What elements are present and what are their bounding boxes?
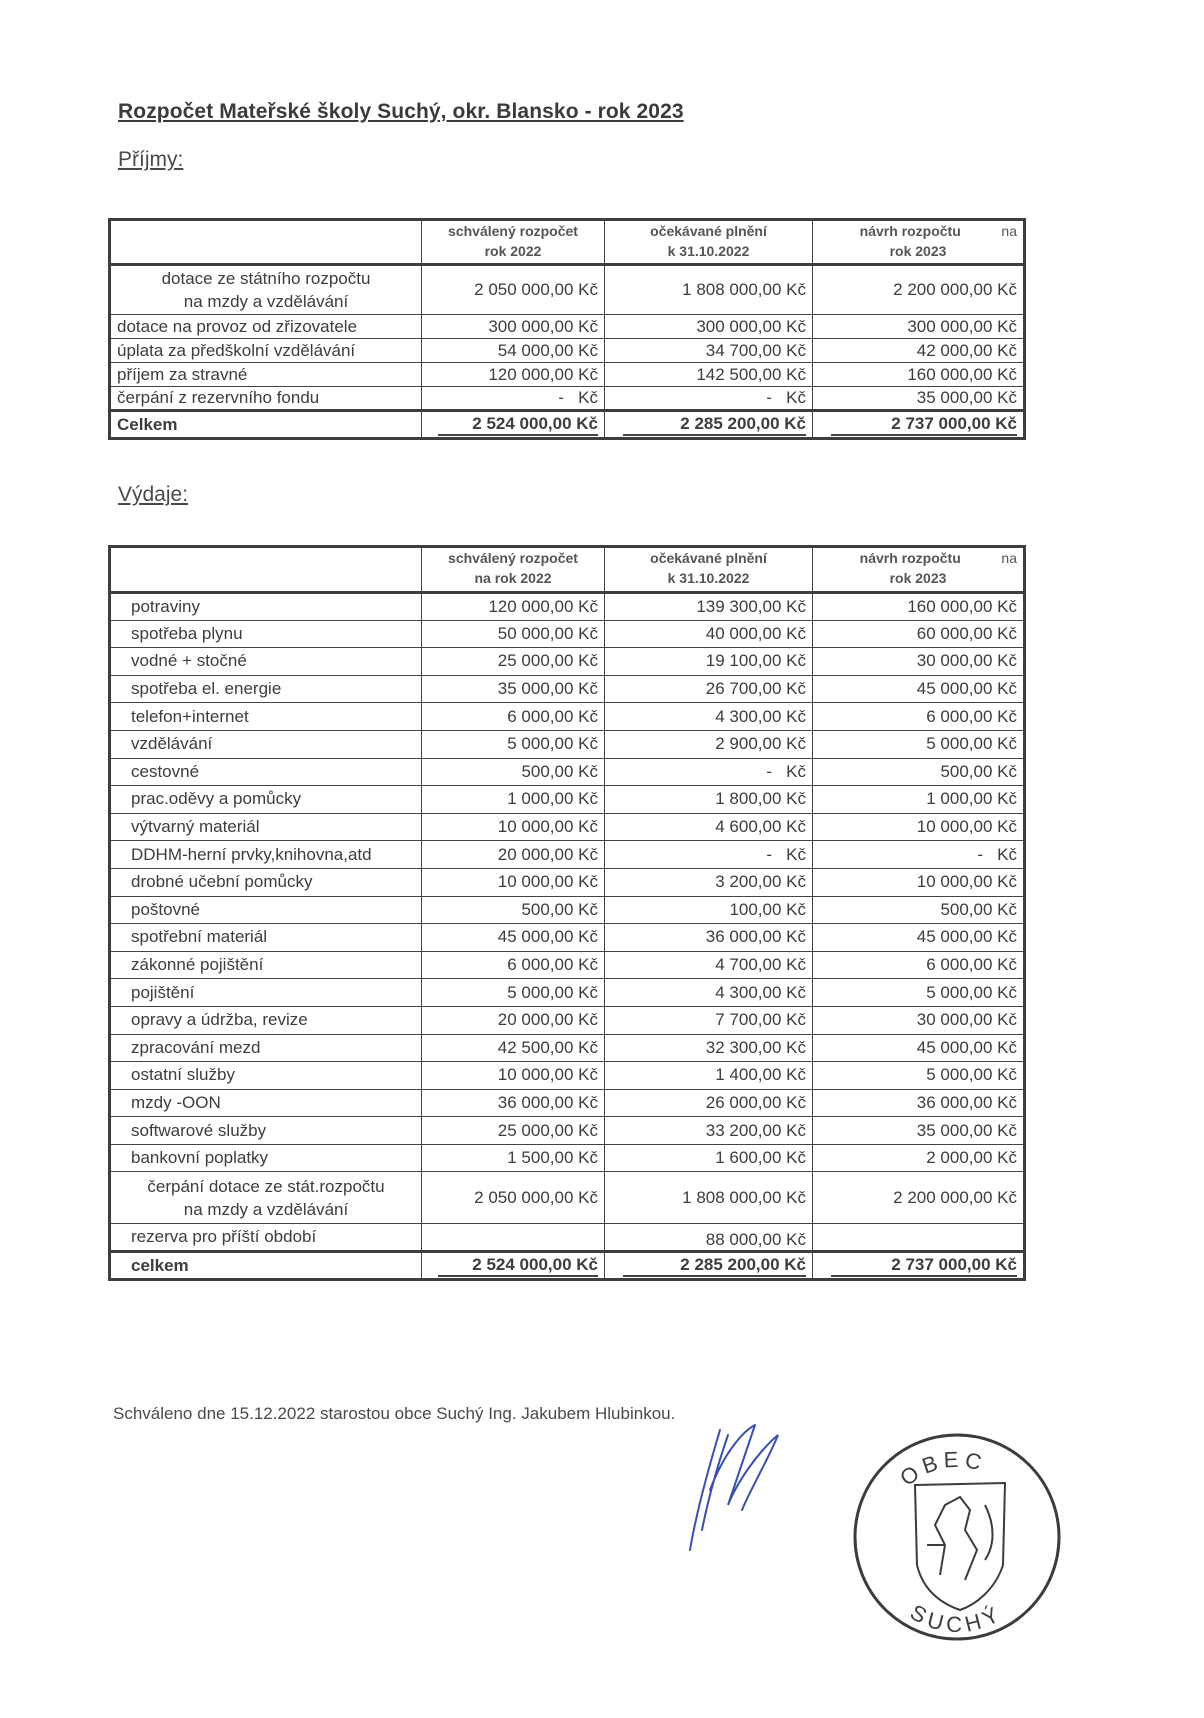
table-row	[110, 951, 1025, 979]
approved-2022-value: 54 000,00 Kč	[422, 339, 605, 363]
table-row	[110, 1117, 1025, 1145]
expected-2022-value: 1 400,00 Kč	[605, 1062, 813, 1090]
approved-2022-value: 10 000,00 Kč	[422, 1062, 605, 1090]
approved-2022-value: 45 000,00 Kč	[422, 924, 605, 952]
table-row	[110, 924, 1025, 952]
proposal-2023-value: 500,00 Kč	[813, 896, 1025, 924]
table-row	[110, 1224, 1025, 1252]
expense-table	[108, 545, 1026, 1281]
expected-2022-value: 4 600,00 Kč	[605, 813, 813, 841]
approval-note: Schváleno dne 15.12.2022 starostou obce Suchý Ing. Jakubem Hlubinkou.	[113, 1404, 676, 1423]
row-label: dotace ze státního rozpočtu na mzdy a vzdělávání	[110, 265, 422, 315]
table-row	[110, 758, 1025, 786]
table-row	[110, 648, 1025, 676]
approved-2022-value: 10 000,00 Kč	[422, 868, 605, 896]
table-row	[110, 786, 1025, 814]
expected-2022-value: 26 700,00 Kč	[605, 675, 813, 703]
table-row	[110, 1144, 1025, 1172]
table-row	[110, 896, 1025, 924]
row-label: spotřební materiál	[110, 924, 422, 952]
income-table	[108, 218, 1026, 440]
table-row	[110, 730, 1025, 758]
total-expected-2022: 2 285 200,00 Kč	[605, 411, 813, 439]
header-label-cell	[110, 220, 422, 265]
expected-2022-value: 4 300,00 Kč	[605, 979, 813, 1007]
proposal-2023-value: 45 000,00 Kč	[813, 924, 1025, 952]
proposal-2023-value: 300 000,00 Kč	[813, 315, 1025, 339]
row-label: opravy a údržba, revize	[110, 1006, 422, 1034]
total-proposal-2023: 2 737 000,00 Kč	[813, 1252, 1025, 1280]
approved-2022-value: - Kč	[422, 387, 605, 411]
proposal-2023-value: 35 000,00 Kč	[813, 387, 1025, 411]
row-label: softwarové služby	[110, 1117, 422, 1145]
expected-2022-value: 4 700,00 Kč	[605, 951, 813, 979]
header-expected-2022: očekávané plnění k 31.10.2022	[605, 547, 813, 593]
approved-2022-value	[422, 1224, 605, 1252]
income-header-row	[110, 220, 1025, 265]
expected-2022-value: 36 000,00 Kč	[605, 924, 813, 952]
expected-2022-value: - Kč	[605, 387, 813, 411]
row-label: úplata za předškolní vzdělávání	[110, 339, 422, 363]
header-label-cell	[110, 547, 422, 593]
approved-2022-value: 1 500,00 Kč	[422, 1144, 605, 1172]
expense-header-row	[110, 547, 1025, 593]
document-title: Rozpočet Mateřské školy Suchý, okr. Blansko - rok 2023	[118, 100, 684, 123]
header-expected-2022: očekávané plnění k 31.10.2022	[605, 220, 813, 265]
approved-2022-value: 1 000,00 Kč	[422, 786, 605, 814]
expected-2022-value: 34 700,00 Kč	[605, 339, 813, 363]
proposal-2023-value: 60 000,00 Kč	[813, 620, 1025, 648]
municipal-stamp	[845, 1425, 1075, 1655]
proposal-2023-value: 2 200 000,00 Kč	[813, 265, 1025, 315]
header-proposal-2023: návrh rozpočtu na rok 2023	[813, 547, 1025, 593]
approved-2022-value: 35 000,00 Kč	[422, 675, 605, 703]
header-approved-2022: schválený rozpočet na rok 2022	[422, 547, 605, 593]
row-label: čerpání dotace ze stát.rozpočtu na mzdy a vzdělávání	[110, 1172, 422, 1224]
expected-2022-value: 19 100,00 Kč	[605, 648, 813, 676]
total-label: celkem	[110, 1252, 422, 1280]
total-approved-2022: 2 524 000,00 Kč	[422, 411, 605, 439]
row-label: ostatní služby	[110, 1062, 422, 1090]
row-label: zpracování mezd	[110, 1034, 422, 1062]
expected-2022-value: 88 000,00 Kč	[605, 1224, 813, 1252]
approved-2022-value: 120 000,00 Kč	[422, 363, 605, 387]
row-label: pojištění	[110, 979, 422, 1007]
income-total-row	[110, 411, 1025, 439]
proposal-2023-value: 160 000,00 Kč	[813, 363, 1025, 387]
table-row	[110, 703, 1025, 731]
row-label: telefon+internet	[110, 703, 422, 731]
table-row	[110, 1172, 1025, 1224]
expected-2022-value: - Kč	[605, 841, 813, 869]
approved-2022-value: 2 050 000,00 Kč	[422, 265, 605, 315]
row-label: zákonné pojištění	[110, 951, 422, 979]
table-row	[110, 868, 1025, 896]
row-label: výtvarný materiál	[110, 813, 422, 841]
expected-2022-value: 1 600,00 Kč	[605, 1144, 813, 1172]
proposal-2023-value: 10 000,00 Kč	[813, 868, 1025, 896]
proposal-2023-value: 36 000,00 Kč	[813, 1089, 1025, 1117]
expected-2022-value: 139 300,00 Kč	[605, 593, 813, 621]
proposal-2023-value: 5 000,00 Kč	[813, 1062, 1025, 1090]
table-row	[110, 620, 1025, 648]
row-label: čerpání z rezervního fondu	[110, 387, 422, 411]
income-heading: Příjmy:	[118, 148, 184, 171]
proposal-2023-value: 10 000,00 Kč	[813, 813, 1025, 841]
proposal-2023-value: - Kč	[813, 841, 1025, 869]
approved-2022-value: 300 000,00 Kč	[422, 315, 605, 339]
table-row	[110, 387, 1025, 411]
row-label: drobné učební pomůcky	[110, 868, 422, 896]
row-label: dotace na provoz od zřizovatele	[110, 315, 422, 339]
approved-2022-value: 25 000,00 Kč	[422, 648, 605, 676]
row-label: bankovní poplatky	[110, 1144, 422, 1172]
expected-2022-value: 40 000,00 Kč	[605, 620, 813, 648]
proposal-2023-value: 160 000,00 Kč	[813, 593, 1025, 621]
header-proposal-2023: návrh rozpočtu na rok 2023	[813, 220, 1025, 265]
header-approved-2022: schválený rozpočet rok 2022	[422, 220, 605, 265]
proposal-2023-value: 1 000,00 Kč	[813, 786, 1025, 814]
row-label: DDHM-herní prvky,knihovna,atd	[110, 841, 422, 869]
expected-2022-value: 26 000,00 Kč	[605, 1089, 813, 1117]
table-row	[110, 979, 1025, 1007]
row-label: rezerva pro příští období	[110, 1224, 422, 1252]
row-label: spotřeba plynu	[110, 620, 422, 648]
row-label: vodné + stočné	[110, 648, 422, 676]
row-label: příjem za stravné	[110, 363, 422, 387]
approved-2022-value: 10 000,00 Kč	[422, 813, 605, 841]
approved-2022-value: 2 050 000,00 Kč	[422, 1172, 605, 1224]
row-label: cestovné	[110, 758, 422, 786]
approved-2022-value: 6 000,00 Kč	[422, 703, 605, 731]
table-row	[110, 675, 1025, 703]
table-row	[110, 841, 1025, 869]
proposal-2023-value: 2 000,00 Kč	[813, 1144, 1025, 1172]
table-row	[110, 363, 1025, 387]
approved-2022-value: 42 500,00 Kč	[422, 1034, 605, 1062]
total-proposal-2023: 2 737 000,00 Kč	[813, 411, 1025, 439]
table-row	[110, 265, 1025, 315]
proposal-2023-value: 30 000,00 Kč	[813, 1006, 1025, 1034]
stamp-bottom-text: SUCHÝ	[906, 1599, 1008, 1638]
coat-of-arms-icon	[915, 1483, 1005, 1610]
row-label: vzdělávání	[110, 730, 422, 758]
row-label: prac.oděvy a pomůcky	[110, 786, 422, 814]
approved-2022-value: 120 000,00 Kč	[422, 593, 605, 621]
proposal-2023-value: 5 000,00 Kč	[813, 730, 1025, 758]
approved-2022-value: 5 000,00 Kč	[422, 730, 605, 758]
stamp-top-text: OBEC	[895, 1446, 989, 1491]
proposal-2023-value: 2 200 000,00 Kč	[813, 1172, 1025, 1224]
expected-2022-value: 2 900,00 Kč	[605, 730, 813, 758]
approved-2022-value: 50 000,00 Kč	[422, 620, 605, 648]
row-label: mzdy -OON	[110, 1089, 422, 1117]
approved-2022-value: 20 000,00 Kč	[422, 841, 605, 869]
proposal-2023-value: 45 000,00 Kč	[813, 1034, 1025, 1062]
table-row	[110, 315, 1025, 339]
expense-heading: Výdaje:	[118, 483, 189, 506]
proposal-2023-value: 6 000,00 Kč	[813, 703, 1025, 731]
expected-2022-value: 4 300,00 Kč	[605, 703, 813, 731]
approved-2022-value: 5 000,00 Kč	[422, 979, 605, 1007]
expected-2022-value: 7 700,00 Kč	[605, 1006, 813, 1034]
row-label: spotřeba el. energie	[110, 675, 422, 703]
total-label: Celkem	[110, 411, 422, 439]
expected-2022-value: 33 200,00 Kč	[605, 1117, 813, 1145]
expected-2022-value: 3 200,00 Kč	[605, 868, 813, 896]
approved-2022-value: 36 000,00 Kč	[422, 1089, 605, 1117]
approved-2022-value: 25 000,00 Kč	[422, 1117, 605, 1145]
table-row	[110, 813, 1025, 841]
expected-2022-value: 1 808 000,00 Kč	[605, 265, 813, 315]
row-label: potraviny	[110, 593, 422, 621]
expense-total-row	[110, 1252, 1025, 1280]
signature-mark	[650, 1410, 790, 1560]
proposal-2023-value: 35 000,00 Kč	[813, 1117, 1025, 1145]
total-approved-2022: 2 524 000,00 Kč	[422, 1252, 605, 1280]
total-expected-2022: 2 285 200,00 Kč	[605, 1252, 813, 1280]
approved-2022-value: 6 000,00 Kč	[422, 951, 605, 979]
row-label: poštovné	[110, 896, 422, 924]
expected-2022-value: 100,00 Kč	[605, 896, 813, 924]
expected-2022-value: - Kč	[605, 758, 813, 786]
proposal-2023-value: 30 000,00 Kč	[813, 648, 1025, 676]
proposal-2023-value: 500,00 Kč	[813, 758, 1025, 786]
table-row	[110, 339, 1025, 363]
expected-2022-value: 300 000,00 Kč	[605, 315, 813, 339]
approved-2022-value: 20 000,00 Kč	[422, 1006, 605, 1034]
expected-2022-value: 1 800,00 Kč	[605, 786, 813, 814]
table-row	[110, 1062, 1025, 1090]
table-row	[110, 1089, 1025, 1117]
table-row	[110, 593, 1025, 621]
proposal-2023-value: 6 000,00 Kč	[813, 951, 1025, 979]
proposal-2023-value: 5 000,00 Kč	[813, 979, 1025, 1007]
table-row	[110, 1034, 1025, 1062]
proposal-2023-value: 42 000,00 Kč	[813, 339, 1025, 363]
proposal-2023-value	[813, 1224, 1025, 1252]
approved-2022-value: 500,00 Kč	[422, 758, 605, 786]
proposal-2023-value: 45 000,00 Kč	[813, 675, 1025, 703]
approved-2022-value: 500,00 Kč	[422, 896, 605, 924]
expected-2022-value: 142 500,00 Kč	[605, 363, 813, 387]
expected-2022-value: 32 300,00 Kč	[605, 1034, 813, 1062]
table-row	[110, 1006, 1025, 1034]
expected-2022-value: 1 808 000,00 Kč	[605, 1172, 813, 1224]
